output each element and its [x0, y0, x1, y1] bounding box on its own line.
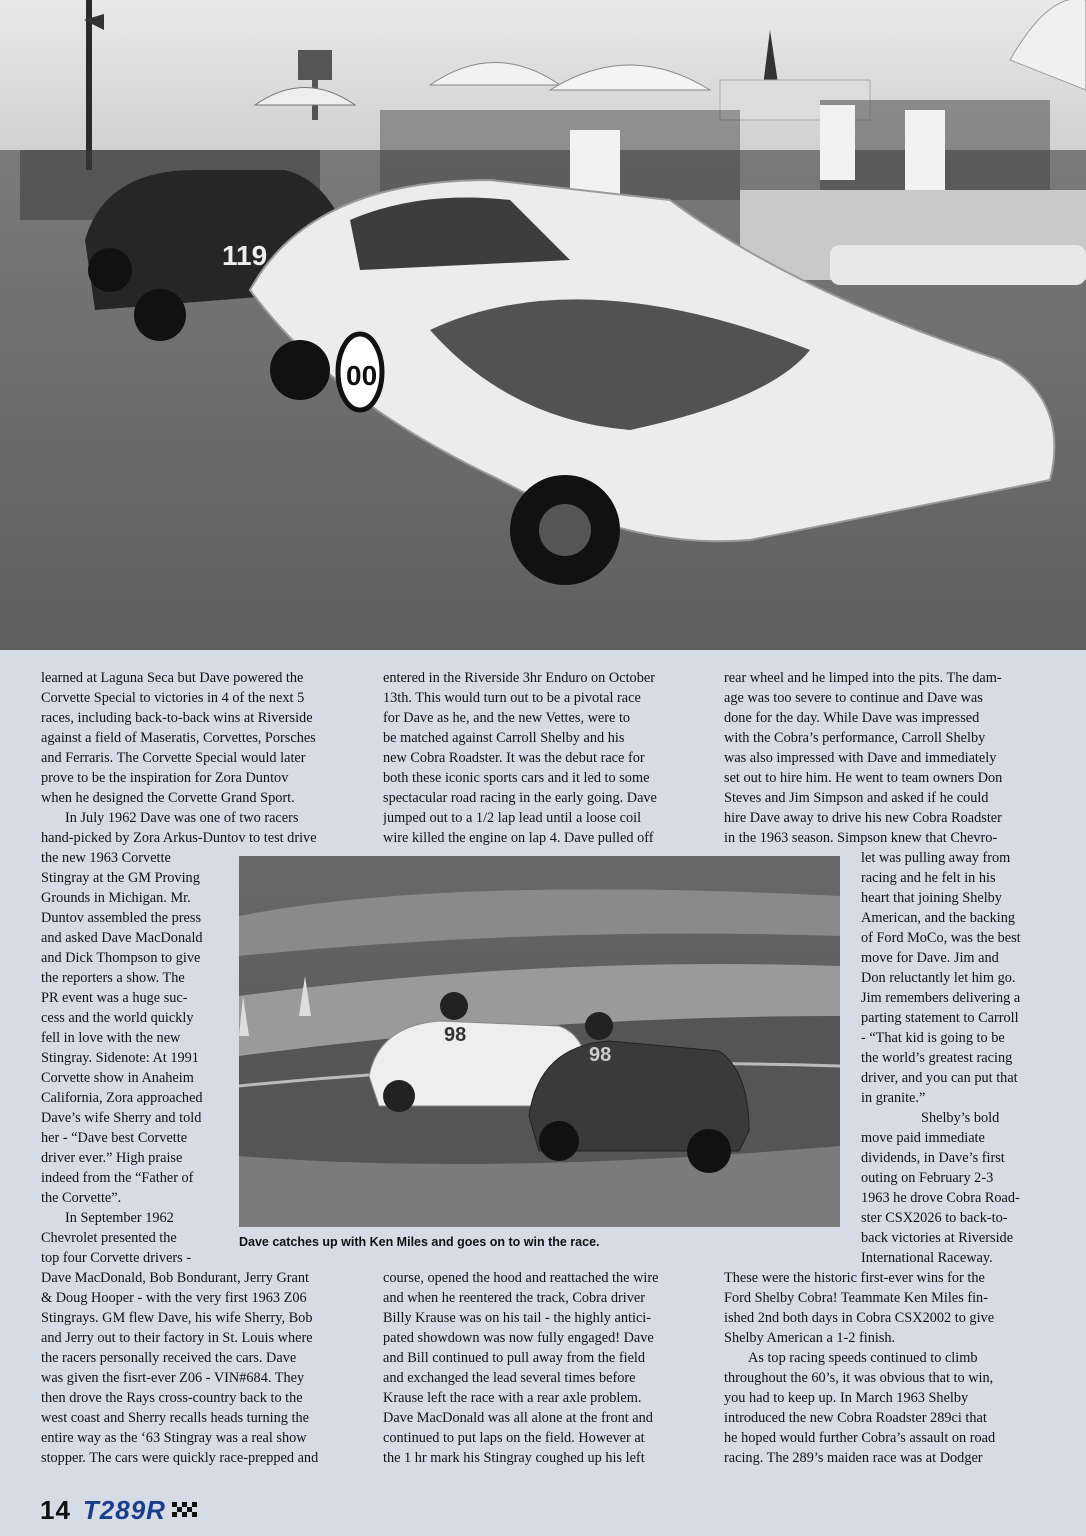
- text-line: age was too severe to continue and Dave was: [724, 690, 983, 706]
- text-line: PR event was a huge suc-: [41, 990, 188, 1006]
- text-line: As top racing speeds continued to climb: [748, 1350, 978, 1366]
- text-line: heart that joining Shelby: [861, 890, 1002, 906]
- text-line: throughout the 60’s, it was obvious that to win,: [724, 1370, 994, 1386]
- text-line: In September 1962: [65, 1210, 174, 1226]
- text-line: back victories at Riverside: [861, 1230, 1014, 1246]
- text-line: 13th. This would turn out to be a pivotal race: [383, 690, 641, 706]
- text-line: ster CSX2026 to back-to-: [861, 1210, 1008, 1226]
- text-line: and Jerry out to their factory in St. Louis where: [41, 1330, 313, 1346]
- text-line: west coast and Sherry recalls heads turning the: [41, 1410, 309, 1426]
- text-line: prove to be the inspiration for Zora Duntov: [41, 770, 289, 786]
- text-line: California, Zora approached: [41, 1090, 203, 1106]
- text-line: when he designed the Corvette Grand Sport.: [41, 790, 295, 806]
- text-line: Steves and Jim Simpson and asked if he could: [724, 790, 989, 806]
- car-number-98-white: 98: [444, 1024, 467, 1046]
- text-line: you had to keep up. In March 1963 Shelby: [724, 1390, 969, 1406]
- text-line: be matched against Carroll Shelby and his: [383, 730, 625, 746]
- text-line: In July 1962 Dave was one of two racers: [65, 810, 299, 826]
- text-line: International Raceway.: [861, 1250, 993, 1266]
- text-line: racing and he felt in his: [861, 870, 996, 886]
- text-line: Billy Krause was on his tail - the highly antici-: [383, 1310, 652, 1326]
- text-line: and asked Dave MacDonald: [41, 930, 203, 946]
- text-line: Ford Shelby Cobra! Teammate Ken Miles fin-: [724, 1290, 988, 1306]
- text-line: races, including back-to-back wins at Riverside: [41, 710, 313, 726]
- text-line: cess and the world quickly: [41, 1010, 194, 1026]
- page-footer: [40, 1490, 198, 1530]
- car-number-98-dark: 98: [589, 1044, 612, 1066]
- text-line: course, opened the hood and reattached the wire: [383, 1270, 659, 1286]
- text-line: the world’s greatest racing: [861, 1050, 1013, 1066]
- text-line: spectacular road racing in the early going. Dave: [383, 790, 657, 806]
- text-line: of Ford MoCo, was the best: [861, 930, 1021, 946]
- text-line: he hoped would further Cobra’s assault on road: [724, 1430, 996, 1446]
- hero-photo: [0, 0, 1086, 650]
- text-line: let was pulling away from: [861, 850, 1011, 866]
- text-line: American, and the backing: [861, 910, 1016, 926]
- text-line: then drove the Rays cross-country back to the: [41, 1390, 303, 1406]
- text-line: against a field of Maseratis, Corvettes, Porsches: [41, 730, 316, 746]
- car-number-119: 119: [222, 240, 268, 271]
- text-line: & Doug Hooper - with the very first 1963 Z06: [41, 1290, 307, 1306]
- text-line: Corvette show in Anaheim: [41, 1070, 194, 1086]
- magazine-logo: T289R: [82, 1494, 166, 1525]
- text-line: entered in the Riverside 3hr Enduro on October: [383, 670, 655, 686]
- text-line: top four Corvette drivers -: [41, 1250, 192, 1266]
- photo-caption: Dave catches up with Ken Miles and goes on to win the race.: [239, 1235, 600, 1249]
- text-line: with the Cobra’s performance, Carroll Shelby: [724, 730, 986, 746]
- text-line: indeed from the “Father of: [41, 1170, 194, 1186]
- text-line: Krause left the race with a rear axle problem.: [383, 1390, 642, 1406]
- text-line: hand-picked by Zora Arkus-Duntov to test drive: [41, 830, 317, 846]
- text-line: in the 1963 season. Simpson knew that Chevro-: [724, 830, 998, 846]
- page-number: 14: [40, 1494, 71, 1525]
- text-line: move paid immediate: [861, 1130, 985, 1146]
- text-line: done for the day. While Dave was impressed: [724, 710, 980, 726]
- text-line: move for Dave. Jim and: [861, 950, 999, 966]
- text-line: and Dick Thompson to give: [41, 950, 201, 966]
- text-line: both these iconic sports cars and it led to some: [383, 770, 650, 786]
- text-line: Stingray. Sidenote: At 1991: [41, 1050, 199, 1066]
- text-line: rear wheel and he limped into the pits. The dam-: [724, 670, 1002, 686]
- text-line: parting statement to Carroll: [861, 1010, 1019, 1026]
- text-line: 1963 he drove Cobra Road-: [861, 1190, 1020, 1206]
- text-line: Duntov assembled the press: [41, 910, 202, 926]
- text-line: pated showdown was now fully engaged! Dave: [383, 1330, 654, 1346]
- text-line: Corvette Special to victories in 4 of the next 5: [41, 690, 305, 706]
- text-line: Shelby American a 1-2 finish.: [724, 1330, 896, 1346]
- text-line: set out to hire him. He went to team owners Don: [724, 770, 1003, 786]
- text-line: hire Dave away to drive his new Cobra Roadster: [724, 810, 1002, 826]
- text-line: Dave MacDonald was all alone at the front and: [383, 1410, 653, 1426]
- race-paddock-corvettes-photo: [0, 0, 1086, 650]
- text-line: for Dave as he, and the new Vettes, were to: [383, 710, 631, 726]
- text-line: Chevrolet presented the: [41, 1230, 177, 1246]
- text-line: introduced the new Cobra Roadster 289ci that: [724, 1410, 987, 1426]
- text-line: racing. The 289’s maiden race was at Dodger: [724, 1450, 983, 1466]
- checkered-flag-icon: [170, 1500, 198, 1520]
- text-line: Jim remembers delivering a: [861, 990, 1021, 1006]
- text-line: These were the historic first-ever wins for the: [724, 1270, 985, 1286]
- text-line: - “That kid is going to be: [861, 1030, 1005, 1046]
- text-line: Shelby’s bold: [921, 1110, 1000, 1126]
- text-line: driver ever.” High praise: [41, 1150, 183, 1166]
- text-line: the reporters a show. The: [41, 970, 185, 986]
- text-line: and Bill continued to pull away from the field: [383, 1350, 646, 1366]
- cobra-roadsters-racing-photo: [239, 856, 840, 1227]
- text-line: driver, and you can put that: [861, 1070, 1018, 1086]
- text-line: continued to put laps on the field. However at: [383, 1430, 645, 1446]
- text-line: was also impressed with Dave and immediately: [724, 750, 997, 766]
- inset-photo: [239, 856, 840, 1227]
- text-line: fell in love with the new: [41, 1030, 181, 1046]
- text-line: the Corvette”.: [41, 1190, 122, 1206]
- text-line: Dave MacDonald, Bob Bondurant, Jerry Grant: [41, 1270, 309, 1286]
- text-line: dividends, in Dave’s first: [861, 1150, 1005, 1166]
- text-line: new Cobra Roadster. It was the debut race for: [383, 750, 645, 766]
- text-line: the 1 hr mark his Stingray coughed up his left: [383, 1450, 645, 1466]
- text-line: stopper. The cars were quickly race-prepped and: [41, 1450, 319, 1466]
- text-line: entire way as the ‘63 Stingray was a real show: [41, 1430, 307, 1446]
- text-line: ished 2nd both days in Cobra CSX2002 to give: [724, 1310, 995, 1326]
- text-line: wire killed the engine on lap 4. Dave pulled off: [383, 830, 654, 846]
- text-line: and Ferraris. The Corvette Special would later: [41, 750, 306, 766]
- text-line: outing on February 2-3: [861, 1170, 994, 1186]
- text-line: the new 1963 Corvette: [41, 850, 171, 866]
- text-line: the racers personally received the cars. Dave: [41, 1350, 297, 1366]
- text-line: Stingray at the GM Proving: [41, 870, 200, 886]
- text-line: jumped out to a 1/2 lap lead until a loose coil: [383, 810, 642, 826]
- text-line: was given the fisrt-ever Z06 - VIN#684. They: [41, 1370, 305, 1386]
- text-line: and when he reentered the track, Cobra driver: [383, 1290, 645, 1306]
- text-line: Stingrays. GM flew Dave, his wife Sherry, Bob: [41, 1310, 313, 1326]
- text-line: Dave’s wife Sherry and told: [41, 1110, 202, 1126]
- text-line: Don reluctantly let him go.: [861, 970, 1016, 986]
- text-line: Grounds in Michigan. Mr.: [41, 890, 191, 906]
- text-line: and exchanged the lead several times before: [383, 1370, 636, 1386]
- text-line: her - “Dave best Corvette: [41, 1130, 188, 1146]
- text-line: in granite.”: [861, 1090, 926, 1106]
- text-line: learned at Laguna Seca but Dave powered the: [41, 670, 304, 686]
- car-number-00: 00: [346, 360, 378, 391]
